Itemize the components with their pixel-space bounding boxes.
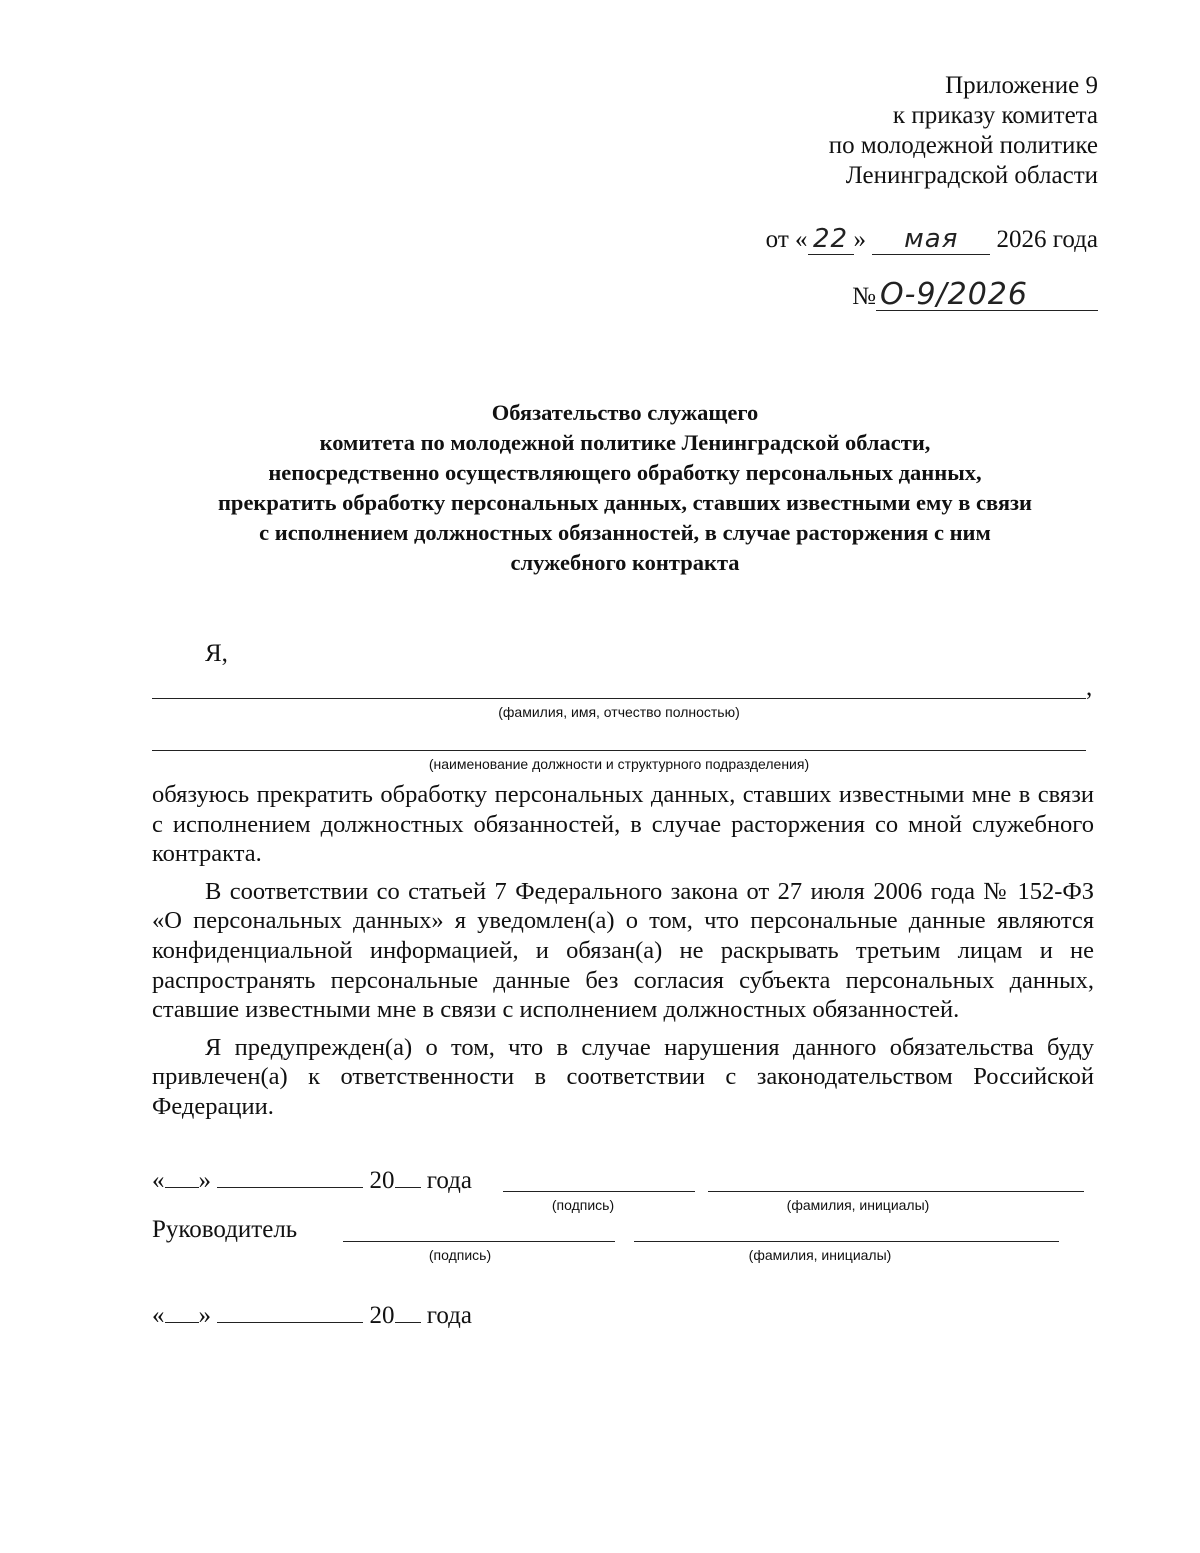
year-prefix: 20 (369, 1302, 395, 1329)
document-title (150, 398, 1100, 578)
manager-name-caption: (фамилия, инициалы) (748, 1247, 892, 1263)
day-blank (165, 1300, 199, 1323)
manager-name-line (634, 1241, 1059, 1242)
order-date (766, 224, 1098, 255)
order-reference-line: к приказу комитета (892, 102, 1098, 129)
paragraph-obligation: обязуюсь прекратить обработку персональных данных, ставших известными мне в связи с исполнением должностных обязанностей, в случае расторжения со мной служебного контракта. (152, 781, 1094, 868)
region-name-line: Ленинградской области (845, 162, 1098, 189)
number-value: О-9/2026 (876, 280, 1098, 311)
full-name-caption: (фамилия, имя, отчество полностью) (498, 704, 740, 720)
position-caption: (наименование должности и структурного подразделения) (428, 756, 810, 772)
manager-signature-line (343, 1241, 615, 1242)
month-blank (217, 1300, 363, 1323)
obligation-body (152, 780, 1094, 1122)
title-line-4: прекратить обработку персональных данных, ставших известными ему в связи (217, 490, 1033, 515)
employee-name-line (708, 1191, 1084, 1192)
title-line-3: непосредственно осуществляющего обработку персональных данных, (268, 460, 982, 485)
appendix-label: Приложение 9 (945, 72, 1098, 99)
date-suffix: 2026 года (996, 226, 1098, 253)
date-prefix: от « (765, 226, 808, 253)
date-day: 22 (808, 224, 854, 255)
paragraph-warning: Я предупрежден(а) о том, что в случае нарушения данного обязательства буду привлечен(а) к ответственности в соответствии с законодательством Российской Федерации. (152, 1033, 1094, 1120)
pronoun-label: Я, (205, 640, 228, 667)
employee-name-caption: (фамилия, инициалы) (786, 1197, 930, 1213)
title-line-2: комитета по молодежной политике Ленинградской области, (319, 430, 931, 455)
year-blank (395, 1300, 421, 1323)
manager-label: Руководитель (152, 1216, 298, 1243)
month-blank (217, 1165, 363, 1188)
open-quote: « (152, 1167, 165, 1194)
manager-date-field (152, 1300, 472, 1330)
employee-signature-caption: (подпись) (551, 1197, 615, 1213)
close-quote: » (198, 1302, 211, 1329)
paragraph-notification: В соответствии со статьей 7 Федерального закона от 27 июля 2006 года № 152-ФЗ «О персональных данных» я уведомлен(а) о том, что персональные данные являются конфиденциальной информацией, и обязан(а) не раскрывать третьим лицам и не распространять персональные данные без согласия субъекта персональных данных, ставшие известными мне в связи с исполнением должностных обязанностей. (152, 877, 1094, 1024)
title-line-1: Обязательство служащего (491, 400, 759, 425)
position-line (152, 750, 1086, 751)
year-suffix: года (426, 1302, 472, 1329)
employee-date-field (152, 1165, 472, 1195)
title-line-5: с исполнением должностных обязанностей, в случае расторжения с ним (259, 520, 991, 545)
day-blank (165, 1165, 199, 1188)
number-prefix: № (852, 283, 876, 310)
order-number (852, 277, 1098, 312)
employee-signature-line (503, 1191, 695, 1192)
committee-name-line: по молодежной политике (828, 132, 1098, 159)
title-line-6: служебного контракта (510, 550, 740, 575)
open-quote: « (152, 1302, 165, 1329)
date-mid: » (853, 226, 867, 253)
full-name-line (152, 698, 1086, 699)
year-blank (395, 1165, 421, 1188)
close-quote: » (198, 1167, 211, 1194)
year-suffix: года (426, 1167, 472, 1194)
manager-signature-caption: (подпись) (428, 1247, 492, 1263)
year-prefix: 20 (369, 1167, 395, 1194)
date-month: мая (872, 224, 990, 255)
full-name-comma: , (1086, 674, 1093, 701)
